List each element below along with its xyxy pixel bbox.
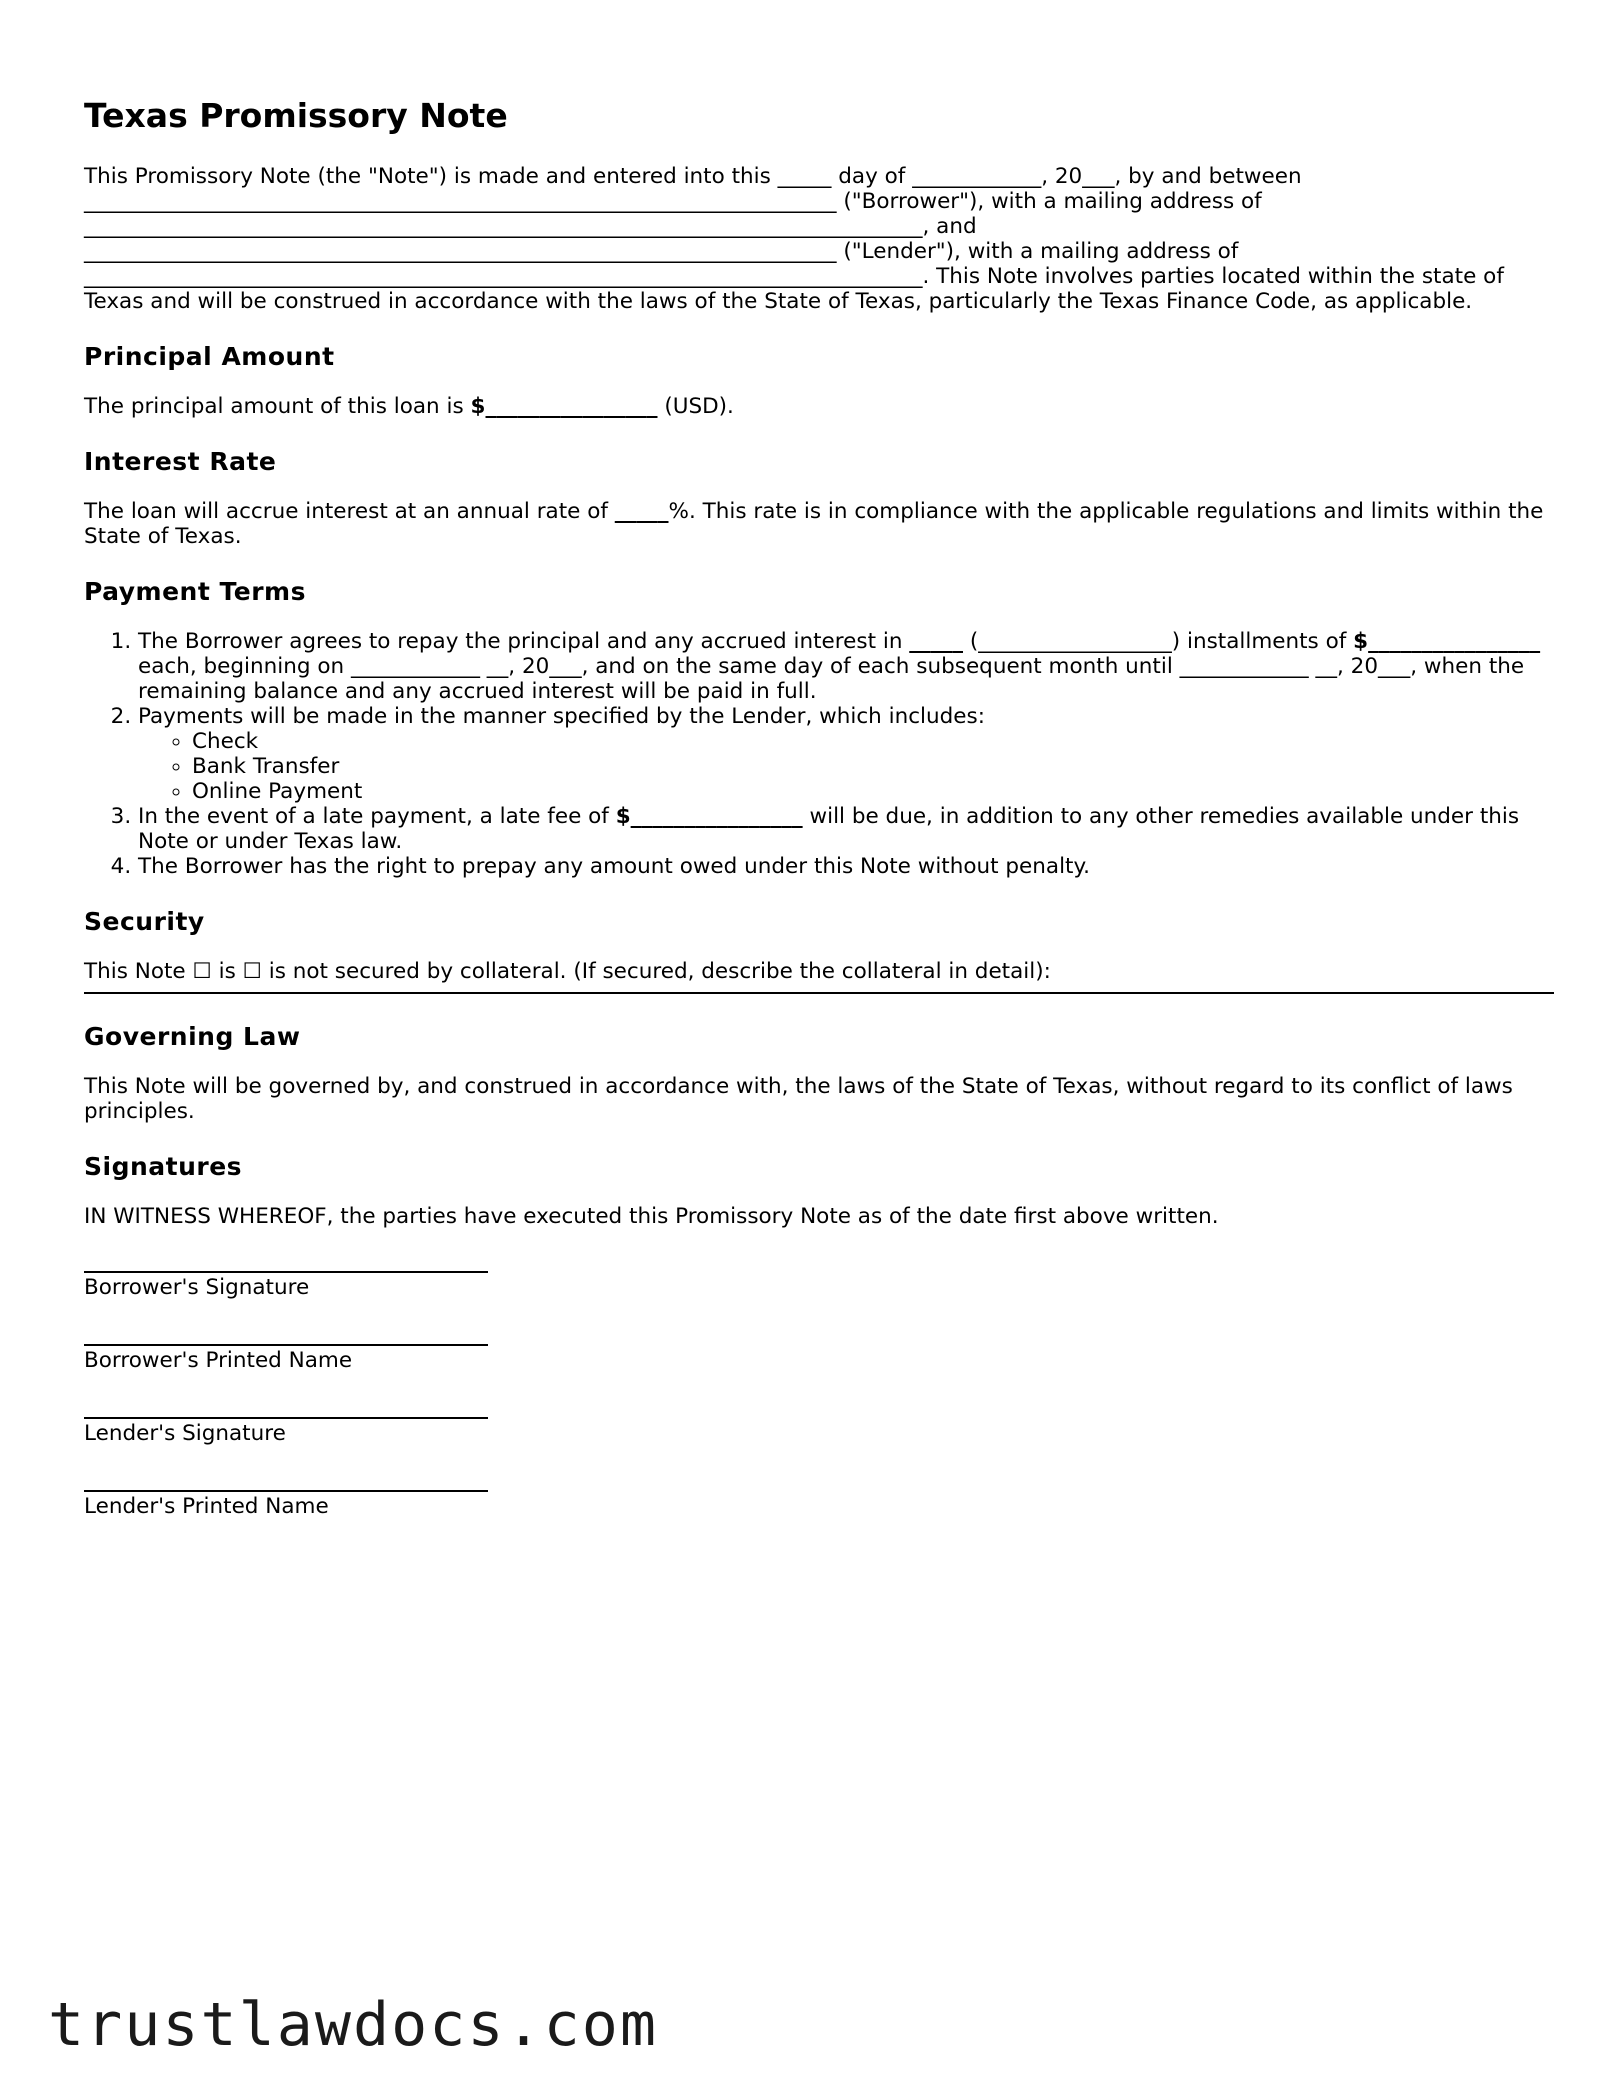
payment-terms-heading: Payment Terms [84, 576, 306, 606]
term3-text-b: will be due, in addition to any other remedies available under this Note or under Texas law. [138, 803, 1520, 854]
intro-line-3: ______________________________________________________________________________, and [84, 213, 977, 239]
term1-text-c: each, beginning on ____________ __, 20___, and on the same day of each subsequent month until ____________ __, 20___, when the remaining balance and any accrued interest will be paid in full. [138, 653, 1525, 704]
payment-term-3 [138, 804, 1554, 854]
payment-method-online: ◦ Online Payment [192, 779, 1554, 804]
term3-text-a: In the event of a late payment, a late fee of [138, 803, 616, 829]
term1-text-a: The Borrower agrees to repay the principal and any accrued interest in [138, 628, 910, 654]
interest-text-after: %. This rate is in compliance with the applicable regulations and limits within the State of Texas. [84, 498, 1544, 549]
collateral-description-line [84, 990, 1554, 994]
term1-amount-blank: $________________ [1353, 628, 1541, 654]
intro-line-4: ______________________________________________________________________ ("Lender"), with a mailing address of [84, 238, 1239, 264]
principal-text [84, 394, 1554, 419]
lender-signature-line [84, 1397, 488, 1419]
borrower-printed-name-label: Borrower's Printed Name [84, 1347, 353, 1373]
intro-line-1: This Promissory Note (the "Note") is made and entered into this _____ day of ____________, 20___, by and between [84, 163, 1302, 189]
interest-heading: Interest Rate [84, 446, 277, 476]
lender-printed-name-line [84, 1470, 488, 1492]
site-watermark: trustlawdocs.com [48, 1990, 658, 2060]
governing-law-text: This Note will be governed by, and construed in accordance with, the laws of the State of Texas, without regard to its conflict of laws principles. [84, 1073, 1513, 1124]
intro-paragraph [84, 164, 1554, 314]
borrower-printed-name-line [84, 1324, 488, 1346]
principal-amount-blank: $________________ [470, 393, 658, 419]
principal-heading: Principal Amount [84, 341, 335, 371]
interest-rate-blank: _____ [614, 498, 669, 524]
payment-terms-list [84, 629, 1554, 879]
security-text: This Note ☐ is ☐ is not secured by collateral. (If secured, describe the collateral in detail): [84, 958, 1051, 984]
payment-method-bank-transfer: ◦ Bank Transfer [192, 754, 1554, 779]
signatures-text: IN WITNESS WHEREOF, the parties have executed this Promissory Note as of the date first above written. [84, 1203, 1219, 1229]
payment-method-check: ◦ Check [192, 729, 1554, 754]
principal-text-after: (USD). [657, 393, 734, 419]
term1-count-blank: _____ [909, 628, 964, 654]
term3-amount-blank: $________________ [615, 803, 803, 829]
payment-term-2 [138, 704, 1554, 804]
document-title: Texas Promissory Note [84, 96, 508, 135]
principal-text-before: The principal amount of this loan is [84, 393, 471, 419]
security-heading: Security [84, 906, 205, 936]
lender-signature-label: Lender's Signature [84, 1420, 286, 1446]
interest-text-before: The loan will accrue interest at an annual rate of [84, 498, 615, 524]
payment-methods-list [138, 729, 1554, 804]
borrower-signature-label: Borrower's Signature [84, 1274, 310, 1300]
lender-printed-name-label: Lender's Printed Name [84, 1493, 329, 1519]
lender-signature-block [84, 1397, 1554, 1446]
signatures-heading: Signatures [84, 1151, 243, 1181]
governing-law-heading: Governing Law [84, 1021, 301, 1051]
borrower-signature-line [84, 1251, 488, 1273]
payment-term-1 [138, 629, 1554, 704]
lender-printed-name-block [84, 1470, 1554, 1519]
term1-text-b: (__________________) installments of [963, 628, 1354, 654]
interest-text [84, 499, 1554, 549]
borrower-printed-name-block [84, 1324, 1554, 1373]
intro-line-2: ______________________________________________________________________ ("Borrower"), with a mailing address of [84, 188, 1262, 214]
document-page [84, 96, 1554, 1543]
borrower-signature-block [84, 1251, 1554, 1300]
intro-line-5: ______________________________________________________________________________. This Note involves parties located within the state of Texas and will be construed in accordance with the laws of the State of Texas, particularly the Texas Finance Code, as applicable. [84, 263, 1504, 314]
term2-text: Payments will be made in the manner specified by the Lender, which includes: [138, 703, 985, 729]
payment-term-4: 4. The Borrower has the right to prepay any amount owed under this Note without penalty. [138, 854, 1554, 879]
